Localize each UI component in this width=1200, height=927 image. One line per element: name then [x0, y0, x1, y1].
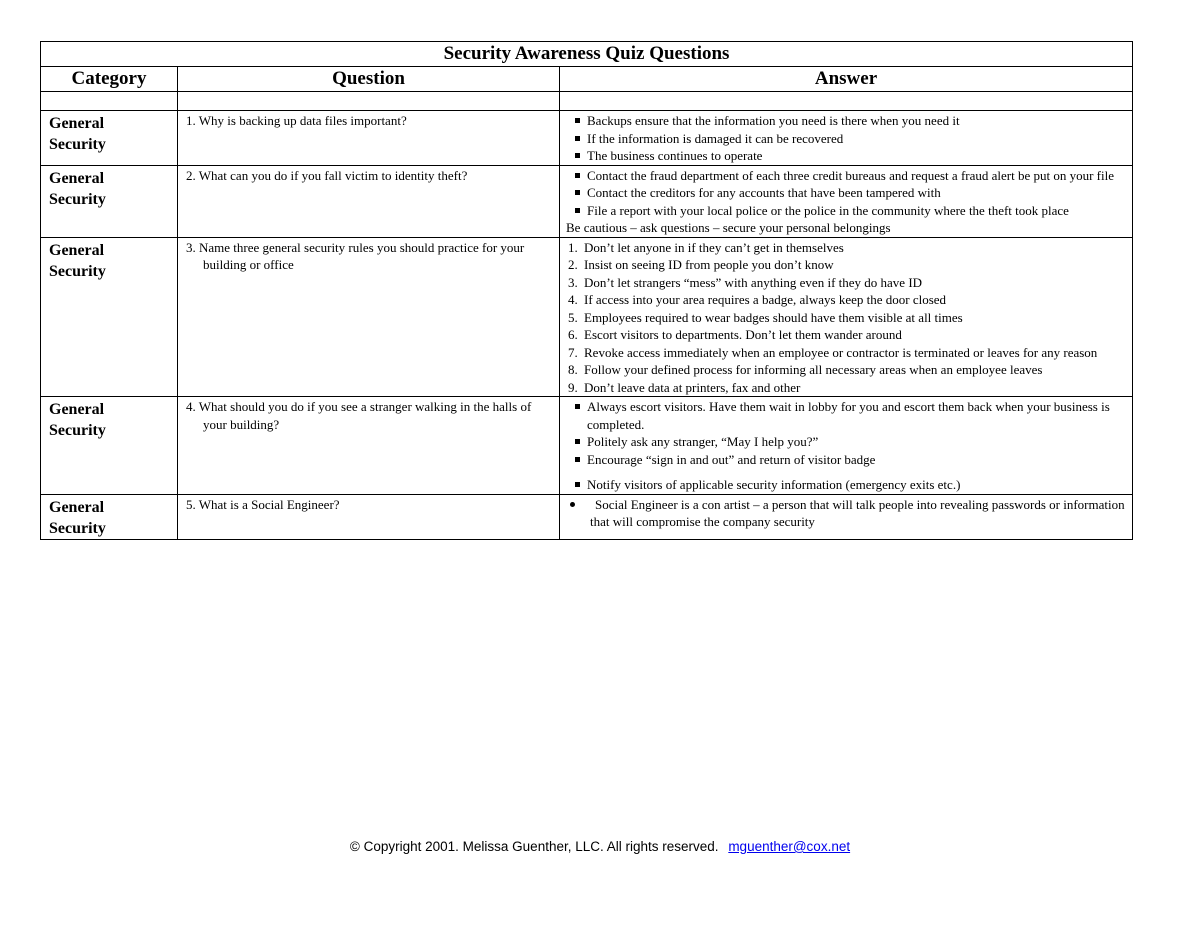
answer-cell: [560, 165, 1133, 237]
category-line: Security: [49, 190, 106, 208]
question-cell: [178, 237, 560, 397]
list-item: Backups ensure that the information you need is there when you need it: [568, 112, 1126, 130]
column-header-category: Category: [41, 67, 178, 92]
list-item: 9. Don’t leave data at printers, fax and other: [568, 379, 801, 395]
question-text: 5. What is a Social Engineer?: [186, 496, 340, 512]
square-bullet-icon: [575, 118, 580, 123]
column-header-question: Question: [178, 67, 560, 92]
list-item: 7. Revoke access immediately when an employee or contractor is terminated or leaves for any reason: [568, 344, 1098, 360]
square-bullet-icon: [575, 208, 580, 213]
category-cell: [41, 111, 178, 166]
list-item: 2. Insist on seeing ID from people you don’t know: [568, 257, 834, 272]
category-line: General: [49, 169, 105, 187]
category-cell: [41, 494, 178, 539]
list-item: Notify visitors of applicable security information (emergency exits etc.): [568, 476, 1126, 494]
list-item: The business continues to operate: [568, 147, 1126, 165]
question-cell: [178, 494, 560, 539]
category-line: General: [49, 241, 105, 259]
list-item: Encourage “sign in and out” and return of visitor badge: [568, 451, 1126, 469]
category-line: General: [49, 115, 105, 132]
table-row: [41, 237, 1133, 397]
square-bullet-icon: [575, 404, 580, 409]
square-bullet-icon: [575, 173, 580, 178]
category-line: Security: [49, 262, 106, 280]
question-text: 1. Why is backing up data files important?: [186, 113, 407, 128]
table-row: [41, 494, 1133, 539]
quiz-table: [40, 41, 1133, 540]
category-cell: [41, 237, 178, 397]
question-cell: [178, 397, 560, 495]
question-cell: [178, 111, 560, 166]
copyright-text: © Copyright 2001. Melissa Guenther, LLC. All rights reserved.: [349, 839, 719, 854]
answer-cell: [560, 111, 1133, 166]
question-text: 2. What can you do if you fall victim to identity theft?: [186, 167, 468, 183]
disc-bullet-icon: [570, 502, 575, 507]
column-header-answer: Answer: [560, 67, 1133, 92]
document-title: Security Awareness Quiz Questions: [41, 42, 1133, 67]
empty-cell: [178, 92, 560, 111]
square-bullet-icon: [575, 190, 580, 195]
square-bullet-icon: [575, 439, 580, 444]
list-item: Social Engineer is a con artist – a person that will talk people into revealing passwords or information that will compromise the company security: [568, 496, 1126, 531]
empty-cell: [41, 92, 178, 111]
list-item: 3. Don’t let strangers “mess” with anything even if they do have ID: [568, 274, 923, 290]
empty-cell: [560, 92, 1133, 111]
page-footer: [0, 839, 1200, 854]
list-item: 4. If access into your area requires a badge, always keep the door closed: [568, 292, 947, 307]
answer-cell: [560, 397, 1133, 495]
category-line: Security: [49, 422, 106, 439]
list-item: Always escort visitors. Have them wait in lobby for you and escort them back when your business is completed.: [568, 398, 1126, 433]
list-item: 1. Don’t let anyone in if they can’t get in themselves: [568, 239, 844, 255]
list-item: 5. Employees required to wear badges should have them visible at all times: [568, 309, 963, 325]
question-cell: [178, 165, 560, 237]
category-line: Security: [49, 136, 106, 153]
category-cell: [41, 165, 178, 237]
list-item: File a report with your local police or the police in the community where the theft took place: [568, 202, 1126, 220]
question-text: 3. Name three general security rules you should practice for your building or office: [186, 239, 525, 272]
table-row: [41, 397, 1133, 495]
square-bullet-icon: [575, 136, 580, 141]
category-line: General: [49, 401, 105, 418]
list-item: 8. Follow your defined process for informing all necessary areas when an employee leaves: [568, 362, 1043, 377]
list-item: Contact the fraud department of each three credit bureaus and request a fraud alert be put on your file: [568, 167, 1126, 185]
answer-note: Be cautious – ask questions – secure your personal belongings: [566, 220, 891, 235]
list-item: Politely ask any stranger, “May I help you?”: [568, 433, 1126, 451]
list-item: Contact the creditors for any accounts that have been tampered with: [568, 184, 1126, 202]
question-text: 4. What should you do if you see a stranger walking in the halls of your building?: [186, 399, 532, 432]
table-row: [41, 165, 1133, 237]
answer-cell: [560, 237, 1133, 397]
list-item: 6. Escort visitors to departments. Don’t let them wander around: [568, 327, 902, 342]
list-item: If the information is damaged it can be recovered: [568, 130, 1126, 148]
table-row: [41, 111, 1133, 166]
email-link[interactable]: mguenther@cox.net: [728, 839, 851, 854]
square-bullet-icon: [575, 482, 580, 487]
category-cell: [41, 397, 178, 495]
square-bullet-icon: [575, 457, 580, 462]
answer-cell: [560, 494, 1133, 539]
square-bullet-icon: [575, 153, 580, 158]
category-line: General: [49, 498, 105, 516]
category-line: Security: [49, 519, 106, 537]
